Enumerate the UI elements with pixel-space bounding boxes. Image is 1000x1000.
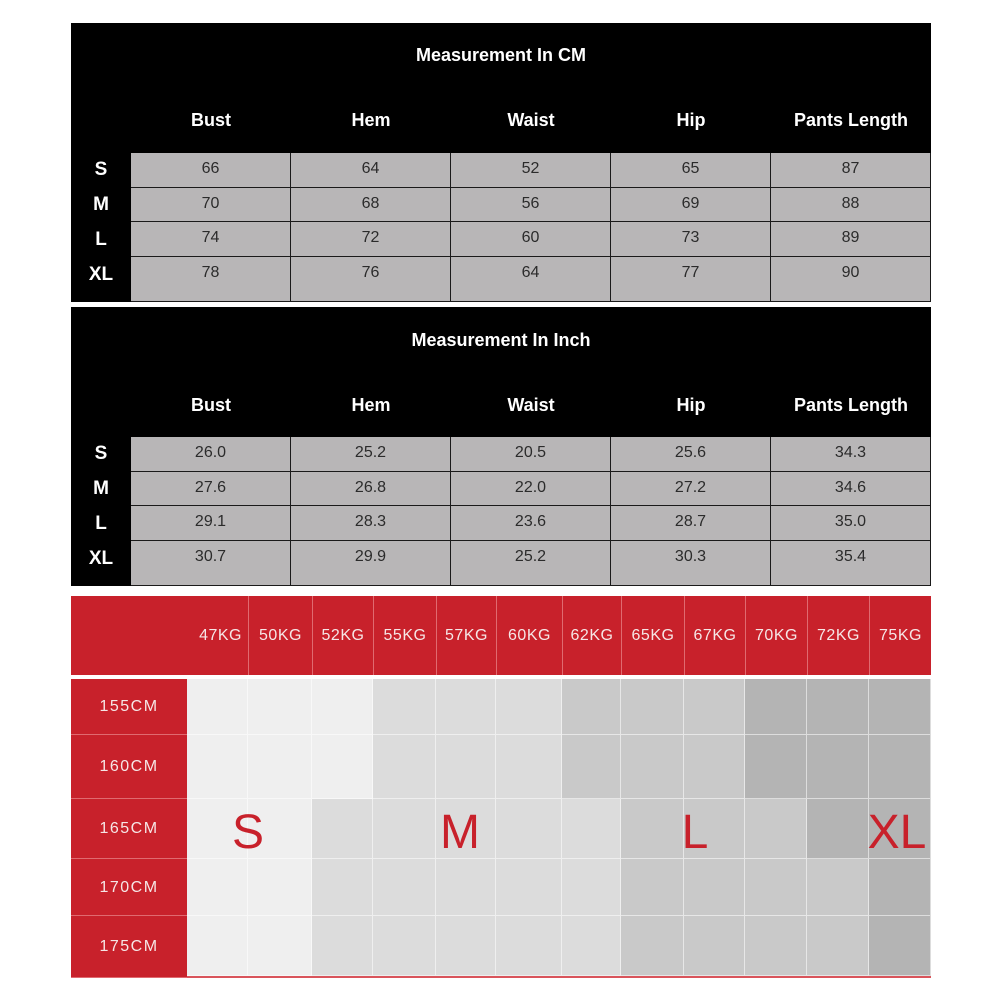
size-label-l: L xyxy=(681,806,709,859)
size-grid-cell-l xyxy=(621,735,684,799)
inch-measurement-table xyxy=(71,307,931,586)
column-header-waist: Waist xyxy=(507,110,555,130)
table-cell: 73 xyxy=(611,222,771,257)
size-grid-cell-s xyxy=(187,735,248,799)
height-row-header: 170CM xyxy=(71,859,187,916)
size-grid-cell-s xyxy=(248,679,312,735)
size-grid-cell-l xyxy=(621,799,684,859)
size-grid-cell-l xyxy=(745,799,807,859)
column-header-bust: Bust xyxy=(191,110,231,130)
size-grid-cell-l xyxy=(684,679,745,735)
table-cell: 27.6 xyxy=(131,472,291,506)
table-cell: 78 xyxy=(131,257,291,302)
table-cell: 76 xyxy=(291,257,451,302)
table-cell: 30.7 xyxy=(131,541,291,586)
table-title: Measurement In Inch xyxy=(411,330,591,350)
table-cell: 34.6 xyxy=(771,472,931,506)
table-cell: 35.0 xyxy=(771,506,931,541)
size-grid-cell-xl xyxy=(807,679,869,735)
size-grid-cell-l xyxy=(621,679,684,735)
cm-measurement-table xyxy=(71,23,931,302)
size-grid-cell-m xyxy=(562,859,621,916)
table-cell: 69 xyxy=(611,188,771,222)
size-grid-cell-m xyxy=(436,859,496,916)
weight-header-cell: 50KG xyxy=(248,596,312,675)
column-header-pants-length: Pants Length xyxy=(793,110,908,130)
column-header-hem: Hem xyxy=(351,110,391,130)
size-grid-cell-m xyxy=(373,679,436,735)
row-header-xl: XL xyxy=(88,548,114,569)
size-grid-cell-m xyxy=(436,735,496,799)
chart-bottom-border xyxy=(187,976,931,978)
weight-header-cell: 62KG xyxy=(562,596,621,675)
size-grid-cell-m xyxy=(496,679,562,735)
table-cell: 22.0 xyxy=(451,472,611,506)
size-grid-cell-s xyxy=(187,859,248,916)
size-grid-cell-l xyxy=(621,859,684,916)
height-row-header: 165CM xyxy=(71,799,187,859)
height-row-header: 160CM xyxy=(71,735,187,799)
size-grid-cell-m xyxy=(562,916,621,976)
table-cell: 26.8 xyxy=(291,472,451,506)
table-cell: 65 xyxy=(611,153,771,188)
table-cell: 74 xyxy=(131,222,291,257)
size-grid-cell-xl xyxy=(869,916,931,976)
size-grid-cell-m xyxy=(373,735,436,799)
size-grid-cell-l xyxy=(807,916,869,976)
table-cell: 66 xyxy=(131,153,291,188)
weight-header-cell: 47KG xyxy=(199,627,242,644)
size-grid-cell-xl xyxy=(869,735,931,799)
table-title: Measurement In CM xyxy=(415,45,587,65)
table-cell: 25.6 xyxy=(611,437,771,472)
size-grid-cell-l xyxy=(684,916,745,976)
size-grid-cell-m xyxy=(312,799,373,859)
size-grid-cell-l xyxy=(562,735,621,799)
table-cell: 29.9 xyxy=(291,541,451,586)
size-grid-cell-s xyxy=(312,735,373,799)
column-header-waist: Waist xyxy=(507,395,555,415)
weight-header-cell: 75KG xyxy=(869,596,931,675)
size-grid-cell-s xyxy=(187,916,248,976)
size-grid-cell-s xyxy=(312,679,373,735)
weight-header-cell: 55KG xyxy=(373,596,436,675)
table-cell: 88 xyxy=(771,188,931,222)
size-grid-cell-l xyxy=(745,916,807,976)
table-cell: 60 xyxy=(451,222,611,257)
size-grid-cell-l xyxy=(807,859,869,916)
size-grid-cell-m xyxy=(496,916,562,976)
row-header-xl: XL xyxy=(88,264,114,285)
weight-header-cell: 72KG xyxy=(807,596,869,675)
size-label-s: S xyxy=(231,806,265,859)
weight-header-cell: 60KG xyxy=(496,596,562,675)
table-cell: 72 xyxy=(291,222,451,257)
table-cell: 28.3 xyxy=(291,506,451,541)
size-label-m: M xyxy=(440,806,480,859)
table-cell: 77 xyxy=(611,257,771,302)
table-cell: 90 xyxy=(771,257,931,302)
size-grid-cell-m xyxy=(312,916,373,976)
table-cell: 56 xyxy=(451,188,611,222)
weight-header-cell: 52KG xyxy=(312,596,373,675)
table-cell: 34.3 xyxy=(771,437,931,472)
size-grid-cell-l xyxy=(745,859,807,916)
size-grid-cell-m xyxy=(373,859,436,916)
table-cell: 89 xyxy=(771,222,931,257)
height-weight-size-chart xyxy=(71,596,931,978)
size-grid-cell-m xyxy=(373,799,436,859)
size-grid-cell-m xyxy=(562,799,621,859)
table-cell: 27.2 xyxy=(611,472,771,506)
column-header-hem: Hem xyxy=(351,395,391,415)
table-cell: 20.5 xyxy=(451,437,611,472)
weight-header-cell: 70KG xyxy=(745,596,807,675)
row-header-s: S xyxy=(94,159,108,180)
weight-header-cell: 65KG xyxy=(621,596,684,675)
row-header-l: L xyxy=(95,513,107,534)
size-grid-cell-m xyxy=(436,679,496,735)
table-cell: 64 xyxy=(451,257,611,302)
table-cell: 30.3 xyxy=(611,541,771,586)
column-header-pants-length: Pants Length xyxy=(793,395,908,415)
height-row-header: 175CM xyxy=(71,916,187,978)
weight-header-cell: 67KG xyxy=(684,596,745,675)
table-cell: 25.2 xyxy=(451,541,611,586)
table-cell: 25.2 xyxy=(291,437,451,472)
size-grid-cell-s xyxy=(248,916,312,976)
size-grid-cell-xl xyxy=(745,735,807,799)
table-cell: 23.6 xyxy=(451,506,611,541)
size-grid-cell-m xyxy=(496,799,562,859)
table-cell: 64 xyxy=(291,153,451,188)
table-cell: 68 xyxy=(291,188,451,222)
size-label-xl: XL xyxy=(867,806,927,859)
size-grid-cell-xl xyxy=(807,735,869,799)
size-grid-cell-l xyxy=(562,679,621,735)
column-header-bust: Bust xyxy=(191,395,231,415)
column-header-hip: Hip xyxy=(676,395,706,415)
size-grid-cell-m xyxy=(496,735,562,799)
table-cell: 52 xyxy=(451,153,611,188)
size-grid-cell-s xyxy=(248,735,312,799)
table-cell: 70 xyxy=(131,188,291,222)
row-header-l: L xyxy=(95,229,107,250)
size-grid-cell-s xyxy=(248,859,312,916)
weight-header-cell: 57KG xyxy=(436,596,496,675)
table-cell: 26.0 xyxy=(131,437,291,472)
row-header-m: M xyxy=(93,478,109,499)
height-row-header: 155CM xyxy=(71,679,187,735)
size-grid-cell-s xyxy=(187,679,248,735)
table-cell: 28.7 xyxy=(611,506,771,541)
size-grid-cell-l xyxy=(684,859,745,916)
size-grid-cell-xl xyxy=(869,859,931,916)
size-grid-cell-m xyxy=(312,859,373,916)
size-grid-cell-xl xyxy=(807,799,869,859)
row-header-m: M xyxy=(93,194,109,215)
size-grid-cell-l xyxy=(621,916,684,976)
column-header-hip: Hip xyxy=(676,110,706,130)
row-header-s: S xyxy=(94,443,108,464)
size-grid-cell-l xyxy=(684,735,745,799)
size-grid-cell-xl xyxy=(745,679,807,735)
table-cell: 35.4 xyxy=(771,541,931,586)
size-grid-cell-xl xyxy=(869,679,931,735)
table-cell: 87 xyxy=(771,153,931,188)
size-grid-cell-m xyxy=(373,916,436,976)
size-grid-cell-m xyxy=(496,859,562,916)
table-cell: 29.1 xyxy=(131,506,291,541)
size-grid-cell-m xyxy=(436,916,496,976)
